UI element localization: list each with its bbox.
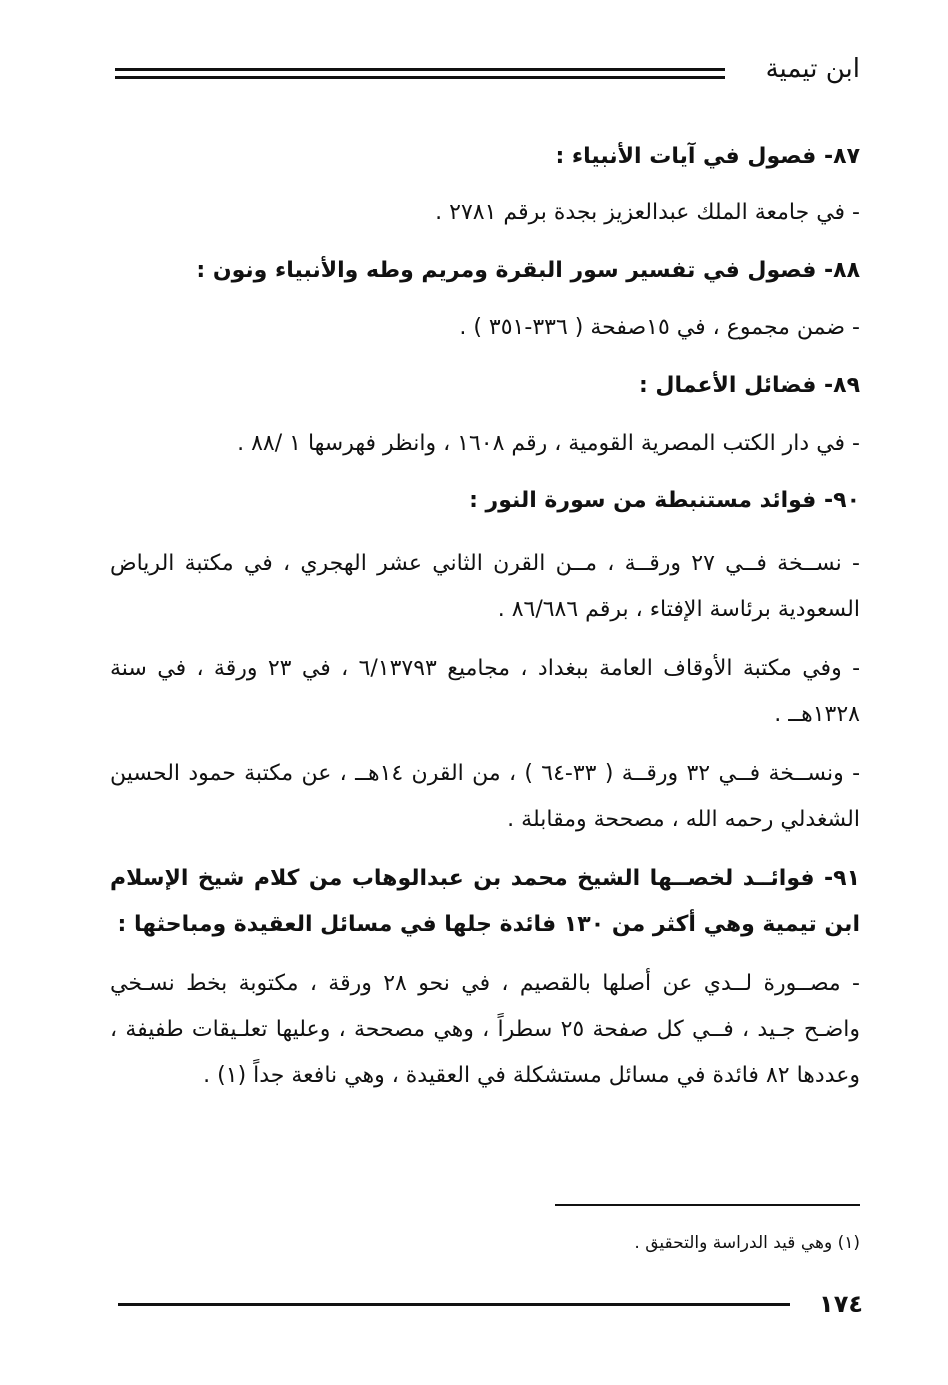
- entry-note-90-2: - وفي مكتبة الأوقاف العامة ببغداد ، مجاميع ٦/١٣٧٩٣ ، في ٢٣ ورقة ، في سنة ١٣٢٨هــ .: [110, 656, 861, 727]
- entry-heading-91: ٩١- فوائــد لخصــها الشيخ محمد بن عبدالوهاب من كلام شيخ الإسلام ابن تيمية وهي أكثر من ١٣٠ فائدة جلها في مسائل العقيدة ومباحثها :: [110, 866, 860, 937]
- entry-note-88: - ضمن مجموع ، في ١٥صفحة ( ٣٣٦-٣٥١ ) .: [459, 315, 860, 340]
- entry-heading-89: ٨٩- فضائل الأعمال :: [638, 373, 860, 398]
- entry-note-89: - في دار الكتب المصرية القومية ، رقم ١٦٠٨ ، وانظر فهرسها ١ /٨٨ .: [237, 431, 860, 456]
- entry-heading-88: ٨٨- فصول في تفسير سور البقرة ومريم وطه والأنبياء ونون :: [196, 258, 860, 283]
- entry-heading-90: ٩٠- فوائد مستنبطة من سورة النور :: [469, 488, 860, 513]
- entry-note-87: - في جامعة الملك عبدالعزيز بجدة برقم ٢٧٨١ .: [435, 200, 860, 225]
- entry-heading-87: ٨٧- فصول في آيات الأنبياء :: [555, 144, 860, 169]
- page-number: ١٧٤: [819, 1290, 863, 1318]
- footnote-rule: [555, 1204, 860, 1206]
- header-rule: [115, 76, 725, 79]
- entry-note-90-3: - ونســخة فــي ٣٢ ورقــة ( ٣٣-٦٤ ) ، من القرن ١٤هــ ، عن مكتبة حمود الحسين الشغدلي رحمه الله ، مصححة ومقابلة .: [110, 761, 861, 832]
- entry-note-91: - مصــورة لــدي عن أصلها بالقصيم ، في نحو ٢٨ ورقة ، مكتوبة بخط نسـخي واضـح جـيد ، فــي كل صفحة ٢٥ سطراً ، وهي مصححة ، وعليها تعلـيقات طفيفة ، وعددها ٨٢ فائدة في مسائل مستشكلة في العقيدة ، وهي نافعة جداً (١) .: [110, 971, 860, 1088]
- footnote: (١) وهي قيد الدراسة والتحقيق .: [634, 1233, 860, 1253]
- entry-note-90-1: - نســخة فــي ٢٧ ورقــة ، مــن القرن الثاني عشر الهجري ، في مكتبة الرياض السعودية برئاسة الإفتاء ، برقم ٨٦/٦٨٦ .: [110, 551, 860, 622]
- header-rule: [115, 68, 725, 71]
- footer-rule: [118, 1303, 790, 1306]
- running-title: ابن تيمية: [765, 54, 860, 84]
